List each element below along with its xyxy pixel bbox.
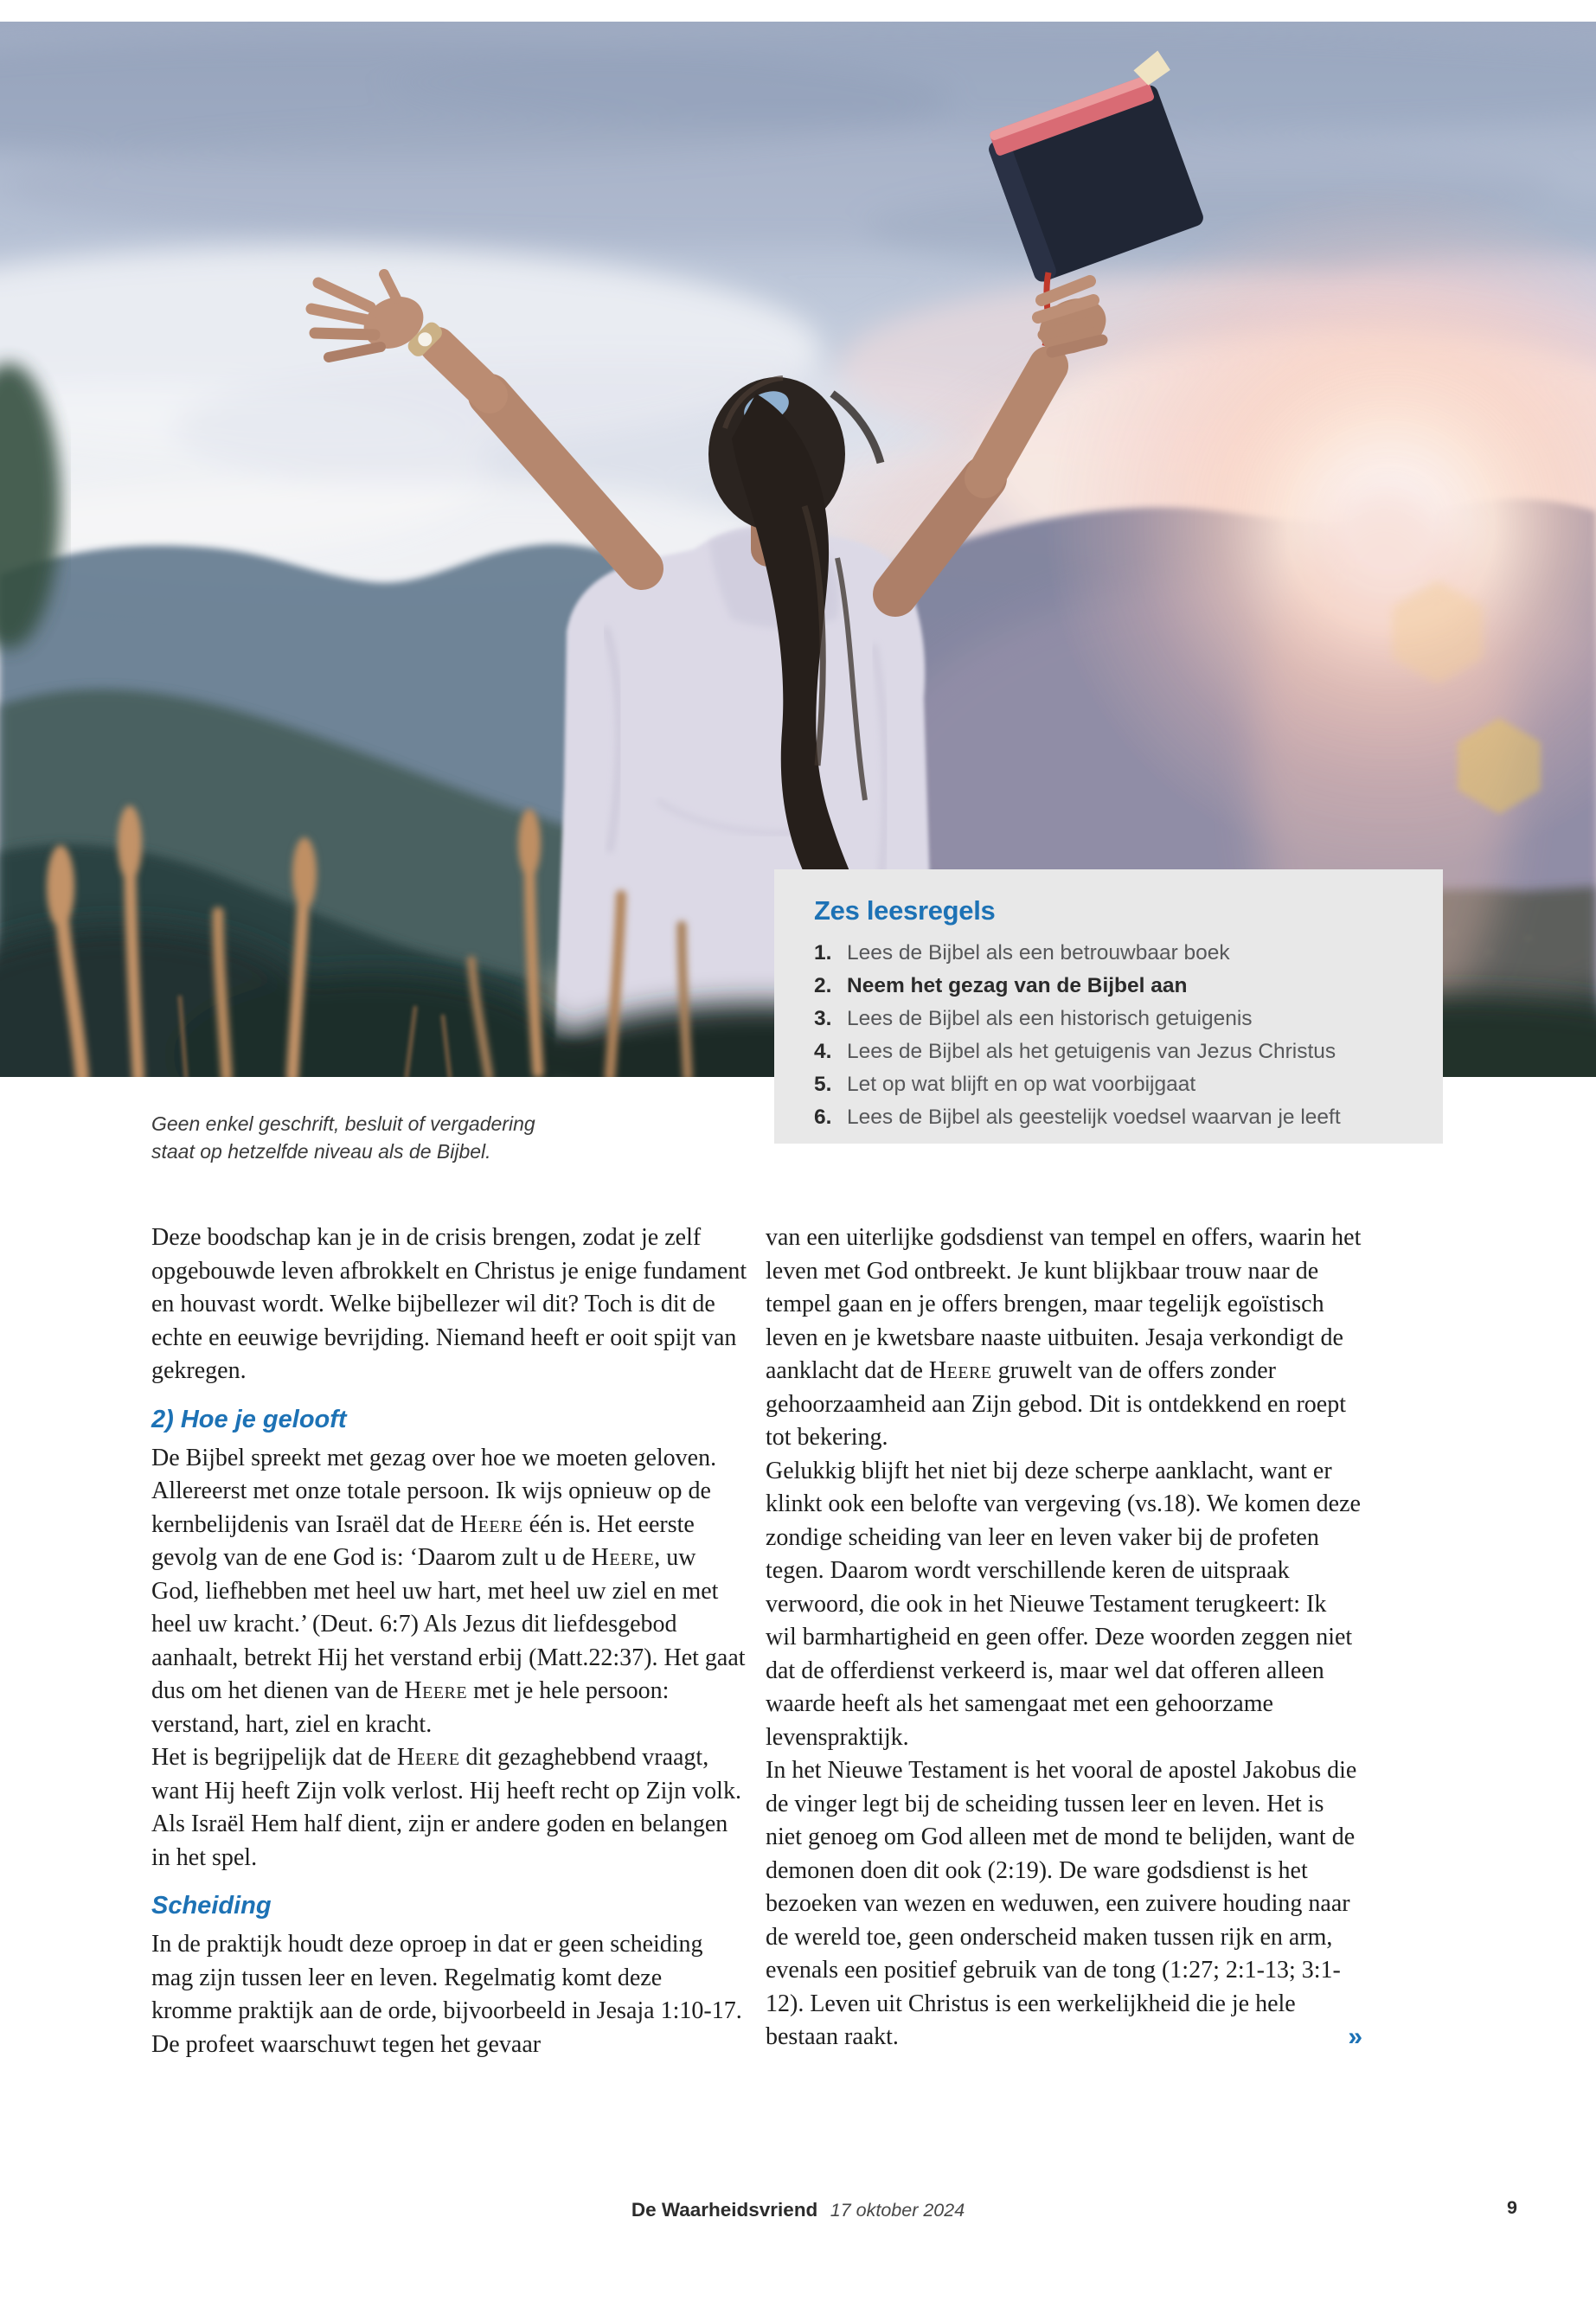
- rule-text: Lees de Bijbel als een betrouwbaar boek: [847, 941, 1230, 965]
- reading-rule-item: [814, 937, 1417, 970]
- rule-number: 2.: [814, 974, 832, 997]
- rule-number: 1.: [814, 941, 832, 965]
- section-heading: 2) Hoe je gelooft: [151, 1405, 347, 1433]
- continuation-mark: »: [1348, 2022, 1362, 2051]
- reading-rule-item: [814, 1068, 1417, 1101]
- page-number: 9: [1507, 2197, 1517, 2218]
- issue-date: 17 oktober 2024: [830, 2200, 965, 2221]
- magazine-title: De Waarheidsvriend: [631, 2199, 818, 2221]
- body-paragraph: van een uiterlijke godsdienst van tempel en offers, waarin het leven met God ontbreekt. Je kunt blijkbaar trouw naar de tempel gaan en je offers brengen, maar tegelijk egoïstisch leven en je kwetsbare naaste uitbuiten. Jesaja verkondigt de aanklacht dat de Heere gruwelt van de offers zonder gehoorzaamheid aan Zijn gebod. Dit is ontdekkend en roept tot bekering.: [766, 1224, 1362, 1451]
- reading-rule-item: [814, 1035, 1417, 1068]
- reading-rules-list: [814, 937, 1417, 1134]
- rule-number: 4.: [814, 1040, 832, 1063]
- body-paragraph: Deze boodschap kan je in de crisis brengen, zodat je zelf opgebouwde leven afbrokkelt en Christus je enige fundament en houvast wordt. Welke bijbellezer wil dit? Toch is dit de echte en eeuwige bevrijding. Niemand heeft er ooit spijt van gekregen.: [151, 1224, 747, 1384]
- body-paragraph: Gelukkig blijft het niet bij deze scherpe aanklacht, want er klinkt ook een belofte van vergeving (vs.18). We komen deze zondige scheiding van leer en leven vaker bij de profeten tegen. Daarom wordt verschillende keren de uitspraak verwoord, die ook in het Nieuwe Testament terugkeert: Ik wil barmhartigheid en geen offer. Deze woorden zeggen niet dat de offerdienst verkeerd is, maar wel dat offeren alleen waarde heeft als het samengaat met een gehoorzame levenspraktijk.: [766, 1457, 1361, 1751]
- rule-number: 5.: [814, 1073, 832, 1096]
- rule-text: Lees de Bijbel als een historisch getuigenis: [847, 1007, 1253, 1030]
- page-footer: [631, 2199, 965, 2221]
- reading-rule-item: [814, 1101, 1417, 1134]
- reading-rule-item: [814, 970, 1417, 1003]
- body-paragraph: Het is begrijpelijk dat de Heere dit gezaghebbend vraagt, want Hij heeft Zijn volk verlost. Hij heeft recht op Zijn volk. Als Israël Hem half dient, zijn er andere goden en belangen in het spel.: [151, 1744, 741, 1871]
- rule-text: Lees de Bijbel als het getuigenis van Jezus Christus: [847, 1040, 1336, 1063]
- photo-caption: Geen enkel geschrift, besluit of vergadering staat op hetzelfde niveau als de Bijbel.: [151, 1112, 535, 1163]
- rule-text: Neem het gezag van de Bijbel aan: [847, 974, 1188, 997]
- article-column-left: [151, 1221, 748, 2061]
- body-paragraph: In de praktijk houdt deze oproep in dat er geen scheiding mag zijn tussen leer en leven. Regelmatig komt deze kromme praktijk aan de orde, bijvoorbeeld in Jesaja 1:10-17. De profeet waarschuwt tegen het gevaar: [151, 1931, 742, 2058]
- reading-rules-box: [774, 869, 1443, 1144]
- reading-rule-item: [814, 1003, 1417, 1035]
- rule-number: 3.: [814, 1007, 832, 1030]
- body-paragraph: De Bijbel spreekt met gezag over hoe we moeten geloven. Allereerst met onze totale persoon. Ik wijs opnieuw op de kernbelijdenis van Israël dat de Heere één is. Het eerste gevolg van de ene God is: ‘Daarom zult u de Heere, uw God, liefhebben met heel uw hart, met heel uw ziel en met heel uw kracht.’ (Deut. 6:7) Als Jezus dit liefdesgebod aanhaalt, betrekt Hij het verstand erbij (Matt.22:37). Het gaat dus om het dienen van de Heere met je hele persoon: verstand, hart, ziel en kracht.: [151, 1444, 746, 1738]
- article-body: [151, 1221, 1362, 2061]
- rule-text: Let op wat blijft en op wat voorbijgaat: [847, 1073, 1196, 1096]
- rule-text: Lees de Bijbel als geestelijk voedsel waarvan je leeft: [847, 1106, 1341, 1129]
- section-heading: Scheiding: [151, 1892, 272, 1920]
- rule-number: 6.: [814, 1106, 832, 1129]
- body-paragraph: In het Nieuwe Testament is het vooral de apostel Jakobus die de vinger legt bij de scheiding tussen leer en leven. Het is niet genoeg om God alleen met de mond te belijden, want de demonen doen dit ook (2:19). De ware godsdienst is het bezoeken van wezen en weduwen, een zuivere houding naar de wereld toe, geen onderscheid maken tussen rijk en arm, evenals een positief gebruik van de tong (1:27; 2:1-13; 3:1-12). Leven uit Christus is een werkelijkheid die je hele bestaan raakt. »: [766, 1754, 1362, 2054]
- infobox-title: Zes leesregels: [814, 895, 996, 926]
- article-column-right: [766, 1221, 1362, 2061]
